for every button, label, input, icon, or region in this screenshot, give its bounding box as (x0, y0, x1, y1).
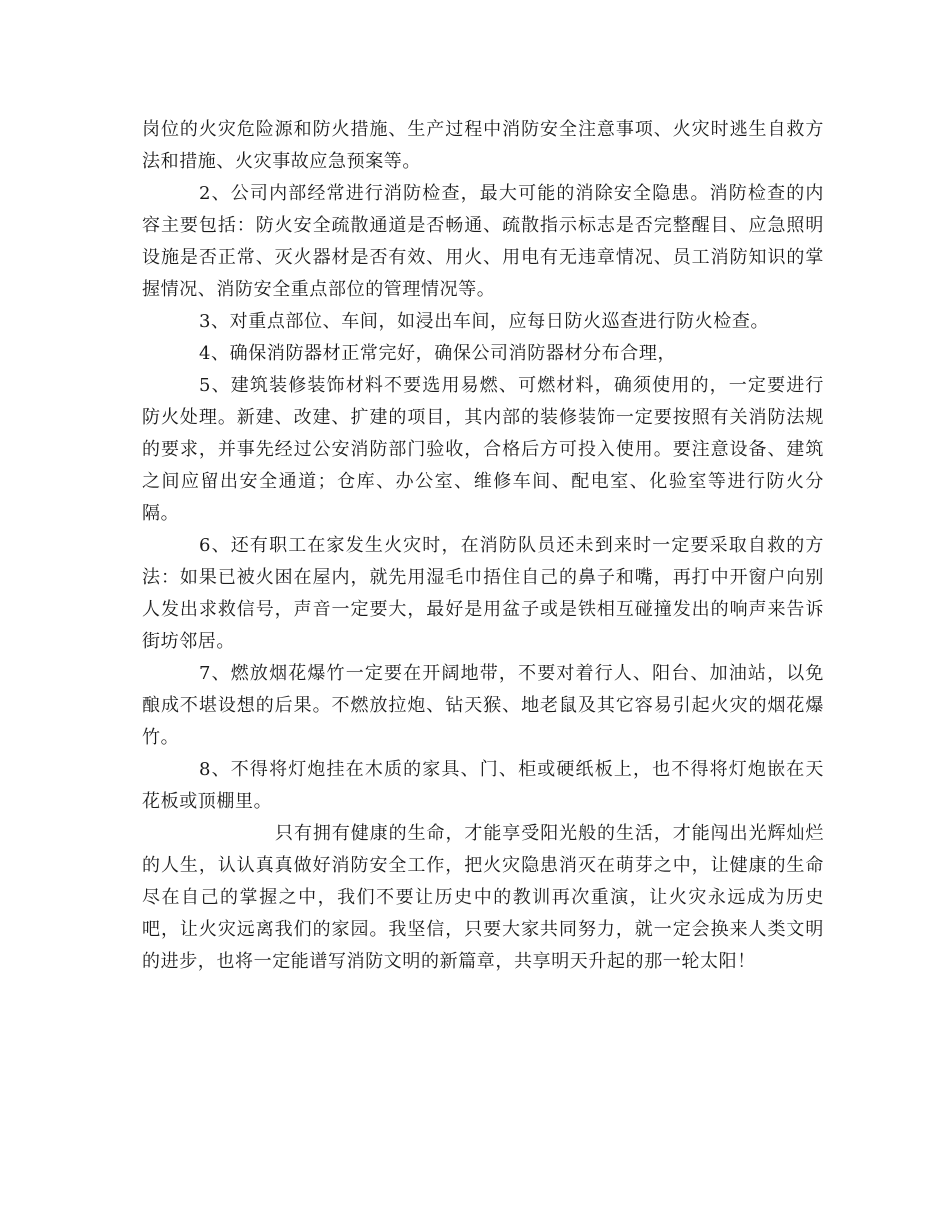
paragraph-item-7: 7、燃放烟花爆竹一定要在开阔地带，不要对着行人、阳台、加油站，以免酿成不堪设想的后果。不燃放拉炮、钻天猴、地老鼠及其它容易引起火灾的烟花爆竹。 (142, 663, 824, 748)
paragraph-item-5: 5、建筑装修装饰材料不要选用易燃、可燃材料，确须使用的，一定要进行防火处理。新建、改建、扩建的项目，其内部的装修装饰一定要按照有关消防法规的要求，并事先经过公安消防部门验收，合格后方可投入使用。要注意设备、建筑之间应留出安全通道；仓库、办公室、维修车间、配电室、化验室等进行防火分隔。 (142, 375, 824, 524)
paragraph-continuation: 岗位的火灾危险源和防火措施、生产过程中消防安全注意事项、火灾时逃生自救方法和措施、火灾事故应急预案等。 (142, 119, 824, 172)
paragraph-item-3: 3、对重点部位、车间，如浸出车间，应每日防火巡查进行防火检查。 (199, 311, 770, 332)
paragraph-item-6: 6、还有职工在家发生火灾时，在消防队员还未到来时一定要采取自救的方法：如果已被火困在屋内，就先用湿毛巾捂住自己的鼻子和嘴，再打中开窗户向别人发出求救信号，声音一定要大，最好是用盆子或是铁相互碰撞发出的响声来告诉街坊邻居。 (142, 535, 824, 652)
paragraph-item-4: 4、确保消防器材正常完好，确保公司消防器材分布合理， (199, 343, 677, 364)
paragraph-item-8: 8、不得将灯炮挂在木质的家具、门、柜或硬纸板上，也不得将灯炮嵌在天花板或顶棚里。 (142, 759, 824, 812)
document-body (142, 114, 824, 978)
paragraph-item-2: 2、公司内部经常进行消防检查，最大可能的消除安全隐患。消防检查的内容主要包括：防火安全疏散通道是否畅通、疏散指示标志是否完整醒目、应急照明设施是否正常、灭火器材是否有效、用火、用电有无违章情况、员工消防知识的掌握情况、消防安全重点部位的管理情况等。 (142, 183, 824, 300)
paragraph-closing: 只有拥有健康的生命，才能享受阳光般的生活，才能闯出光辉灿烂的人生，认认真真做好消防安全工作，把火灾隐患消灭在萌芽之中，让健康的生命尽在自己的掌握之中，我们不要让历史中的教训再次重演，让火灾永远成为历史吧，让火灾远离我们的家园。我坚信，只要大家共同努力，就一定会换来人类文明的进步，也将一定能谱写消防文明的新篇章，共享明天升起的那一轮太阳！ (142, 823, 824, 972)
